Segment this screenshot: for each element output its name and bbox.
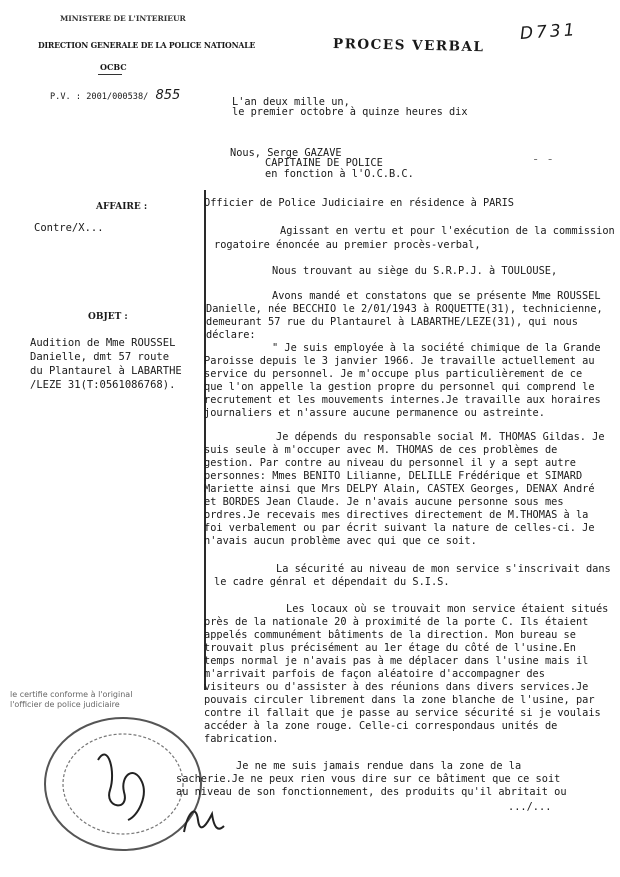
body-line: fabrication. [204, 733, 279, 745]
body-line: ordres.Je recevais mes directives directement de M.THOMAS à la [204, 509, 589, 521]
pv-handwritten-number: 855 [155, 88, 181, 103]
officer-line: Nous, Serge GAZAVE [230, 147, 342, 159]
certification-line: le certifie conforme à l'original [10, 690, 133, 699]
body-line: déclare: [206, 329, 256, 341]
objet-text [30, 336, 182, 392]
body-line: contre il fallait que je passe au service sécurité si je voulais [204, 707, 601, 719]
affaire-label: AFFAIRE : [96, 202, 148, 212]
body-line: n'avais aucun problème avec qui que ce soit. [204, 535, 477, 547]
signature-scribble [98, 754, 144, 820]
page-title: PROCES VERBAL [332, 36, 485, 56]
affaire-value: Contre/X... [34, 222, 104, 234]
officer-line: CAPITAINE DE POLICE [265, 157, 383, 170]
body-line: au niveau de son fonctionnement, des produits qu'il abritait ou [176, 786, 567, 798]
body-line: et BORDES Jean Claude. Je n'avais aucune personne sous mes [204, 496, 564, 508]
body-line: rogatoire énoncée au premier procès-verbal, [214, 239, 481, 251]
certification-line: l'officier de police judiciaire [10, 700, 120, 709]
body-line: le cadre génral et dépendait du S.I.S. [214, 576, 450, 588]
pv-reference [50, 88, 180, 103]
objet-label: OBJET : [88, 312, 128, 322]
body-line: gestion. Par contre au niveau du personnel il y a sept autre [204, 457, 576, 469]
body-line: Je ne me suis jamais rendue dans la zone de la [236, 760, 522, 772]
office-underline [98, 74, 122, 75]
body-line: Agissant en vertu et pour l'exécution de la commission [280, 225, 615, 237]
direction-heading: DIRECTION GENERALE DE LA POLICE NATIONALE [38, 40, 256, 50]
body-line: service du personnel. Je m'occupe plus particulièrement de ce [204, 368, 583, 380]
opening-line: le premier octobre à quinze heures dix [232, 106, 468, 119]
body-line: Danielle, née BECCHIO le 2/01/1943 à ROQUETTE(31), technicienne, [206, 303, 603, 315]
ministry-heading: MINISTERE DE L'INTERIEUR [60, 14, 186, 23]
document-number: D731 [519, 20, 579, 44]
body-line: pouvais circuler librement dans la zone blanche de l'usine, par [204, 694, 595, 706]
body-line: m'arrivait parfois de façon aléatoire d'accompagner des [204, 668, 545, 680]
body-line: près de la nationale 20 à proximité de la porte C. Ils étaient [204, 616, 589, 628]
body-line: Officier de Police Judiciaire en résidence à PARIS [204, 197, 514, 209]
objet-line: du Plantaurel à LABARTHE [30, 365, 182, 377]
certification-note [10, 690, 132, 710]
body-line: " Je suis employée à la société chimique de la Grande [272, 342, 601, 354]
body-line: accéder à la zone rouge. Celle-ci correspondaus unités de [204, 720, 558, 732]
body-line: .../... [508, 801, 552, 813]
body-line: Les locaux où se trouvait mon service étaient situés [286, 603, 609, 615]
objet-line: /LEZE 31(T:0561086768). [30, 379, 176, 391]
opening-line: L'an deux mille un, [232, 96, 350, 108]
body-line: La sécurité au niveau de mon service s'inscrivait dans [276, 563, 611, 575]
objet-line: Danielle, dmt 57 route [30, 351, 170, 363]
body-line: trouvait plus précisément au 1er étage du côté de l'usine.En [204, 642, 576, 654]
body-line: foi verbalement ou par écrit suivant la nature de celles-ci. Je [204, 522, 595, 534]
body-line: demeurant 57 rue du Plantaurel à LABARTHE/LEZE(31), qui nous [206, 316, 578, 328]
body-line: personnes: Mmes BENITO Lilianne, DELILLE Frédérique et SIMARD [204, 470, 583, 482]
body-line: visiteurs ou d'assister à des réunions dans divers services.Je [204, 681, 589, 693]
stray-marks: - - [532, 152, 554, 166]
body-line: Avons mandé et constatons que se présente Mme ROUSSEL [272, 290, 601, 302]
body-line: recrutement et les mouvements internes.Je travaille aux horaires [204, 394, 601, 406]
body-line: temps normal je n'avais pas à me déplacer dans l'usine mais il [204, 655, 589, 667]
body-line: Paroisse depuis le 3 janvier 1966. Je travaille actuellement au [204, 355, 595, 367]
body-line: sacherie.Je ne peux rien vous dire sur ce bâtiment que ce soit [176, 773, 561, 785]
body-line: Je dépends du responsable social M. THOMAS Gildas. Je [276, 431, 605, 443]
officer-line: en fonction à l'O.C.B.C. [265, 167, 414, 180]
office-heading: OCBC [100, 62, 127, 72]
body-line: Mariette ainsi que Mrs DELPY Alain, CASTEX Georges, DENAX André [204, 483, 595, 495]
body-line: appelés communément bâtiments de la direction. Mon bureau se [204, 629, 576, 641]
objet-line: Audition de Mme ROUSSEL [30, 337, 176, 349]
body-line: Nous trouvant au siège du S.R.P.J. à TOULOUSE, [272, 265, 558, 277]
body-line: suis seule à m'occuper avec M. THOMAS de ces problèmes de [204, 444, 558, 456]
body-line: journaliers et n'assure aucune permanence ou astreinte. [204, 407, 545, 419]
pv-label: P.V. : 2001/000538/ [50, 92, 149, 102]
declaration-body [176, 0, 615, 877]
body-line: que l'on appelle la gestion propre du personnel qui comprend le [204, 381, 595, 393]
